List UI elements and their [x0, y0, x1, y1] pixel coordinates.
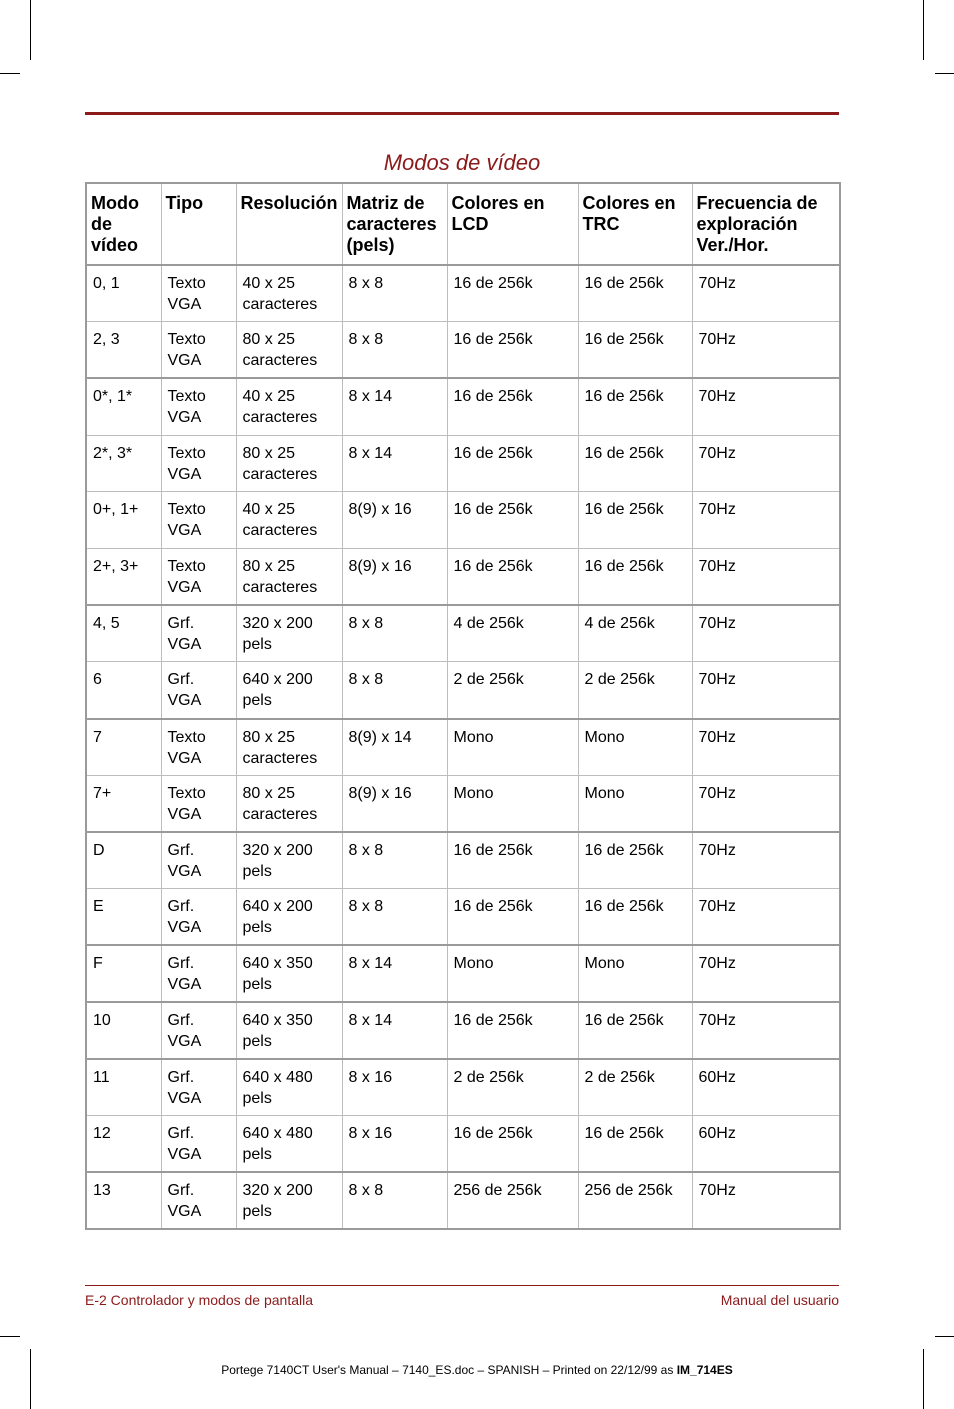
table-cell: 8 x 8 [342, 662, 447, 719]
table-cell: Mono [578, 945, 692, 1002]
print-info [0, 1363, 954, 1377]
table-cell: 4, 5 [86, 605, 161, 662]
table-cell: 80 x 25 caracteres [236, 322, 342, 379]
table-cell: 640 x 480 pels [236, 1115, 342, 1172]
table-cell: 640 x 480 pels [236, 1059, 342, 1116]
table-cell: 70Hz [692, 1172, 840, 1229]
table-cell: 16 de 256k [578, 435, 692, 492]
table-cell: 8 x 16 [342, 1059, 447, 1116]
table-cell: 12 [86, 1115, 161, 1172]
column-header: Modo de vídeo [86, 183, 161, 265]
table-row [86, 719, 840, 776]
table-cell: 640 x 200 pels [236, 662, 342, 719]
table-cell: 16 de 256k [578, 492, 692, 549]
table-cell: 8(9) x 16 [342, 775, 447, 832]
column-header: Colores en TRC [578, 183, 692, 265]
table-row [86, 265, 840, 322]
table-cell: Texto VGA [161, 265, 236, 322]
table-cell: 13 [86, 1172, 161, 1229]
table-row [86, 492, 840, 549]
table-cell: 70Hz [692, 719, 840, 776]
table-cell: 2, 3 [86, 322, 161, 379]
table-cell: 70Hz [692, 548, 840, 605]
table-cell: 70Hz [692, 322, 840, 379]
table-cell: 16 de 256k [447, 1002, 578, 1059]
table-cell: Texto VGA [161, 492, 236, 549]
table-cell: 320 x 200 pels [236, 605, 342, 662]
table-cell: 2 de 256k [447, 662, 578, 719]
table-cell: 16 de 256k [447, 322, 578, 379]
table-cell: 80 x 25 caracteres [236, 435, 342, 492]
table-cell: 8 x 8 [342, 889, 447, 946]
table-cell: Grf. VGA [161, 662, 236, 719]
crop-mark [30, 0, 31, 60]
table-cell: 16 de 256k [578, 832, 692, 889]
table-cell: 2 de 256k [447, 1059, 578, 1116]
column-header: Tipo [161, 183, 236, 265]
crop-mark [935, 1336, 954, 1337]
table-row [86, 322, 840, 379]
table-cell: Grf. VGA [161, 832, 236, 889]
table-row [86, 1002, 840, 1059]
table-cell: 320 x 200 pels [236, 832, 342, 889]
table-cell: 8 x 8 [342, 605, 447, 662]
table-cell: 10 [86, 1002, 161, 1059]
table-cell: 16 de 256k [447, 548, 578, 605]
table-row [86, 548, 840, 605]
table-cell: 16 de 256k [447, 265, 578, 322]
table-cell: 16 de 256k [447, 492, 578, 549]
table-cell: 70Hz [692, 435, 840, 492]
table-cell: 70Hz [692, 378, 840, 435]
table-cell: 7+ [86, 775, 161, 832]
table-cell: 256 de 256k [447, 1172, 578, 1229]
table-cell: 8 x 8 [342, 1172, 447, 1229]
table-row [86, 1115, 840, 1172]
page-title: Modos de vídeo [383, 150, 541, 175]
table-cell: 16 de 256k [447, 889, 578, 946]
header-rule [85, 112, 839, 115]
table-cell: D [86, 832, 161, 889]
table-cell: 70Hz [692, 662, 840, 719]
table-cell: 8 x 8 [342, 832, 447, 889]
table-cell: Texto VGA [161, 719, 236, 776]
table-cell: 70Hz [692, 945, 840, 1002]
crop-mark [0, 73, 20, 74]
table-cell: 8(9) x 14 [342, 719, 447, 776]
table-header-row [86, 183, 840, 265]
table-body [86, 265, 840, 1229]
table-cell: 0, 1 [86, 265, 161, 322]
table-cell: 70Hz [692, 832, 840, 889]
table-cell: 80 x 25 caracteres [236, 548, 342, 605]
crop-mark [30, 1349, 31, 1409]
table-cell: Grf. VGA [161, 945, 236, 1002]
table-cell: 256 de 256k [578, 1172, 692, 1229]
footer-chapter: E-2 Controlador y modos de pantalla [85, 1292, 314, 1308]
table-cell: Mono [447, 719, 578, 776]
table-cell: 2*, 3* [86, 435, 161, 492]
table-row [86, 1059, 840, 1116]
column-header: Matriz de caracteres (pels) [342, 183, 447, 265]
crop-mark [935, 73, 954, 74]
table-cell: 2 de 256k [578, 662, 692, 719]
table-cell: Mono [578, 719, 692, 776]
table-cell: 70Hz [692, 265, 840, 322]
table-cell: 16 de 256k [578, 889, 692, 946]
table-cell: 8 x 14 [342, 1002, 447, 1059]
table-cell: Texto VGA [161, 435, 236, 492]
table-cell: 8 x 8 [342, 265, 447, 322]
table-cell: 16 de 256k [447, 435, 578, 492]
column-header: Colores en LCD [447, 183, 578, 265]
table-cell: Texto VGA [161, 775, 236, 832]
table-cell: 16 de 256k [578, 265, 692, 322]
table-cell: 8 x 14 [342, 435, 447, 492]
table-cell: 16 de 256k [578, 548, 692, 605]
table-row [86, 435, 840, 492]
table-cell: 40 x 25 caracteres [236, 492, 342, 549]
print-info-text: Portege 7140CT User's Manual – 7140_ES.doc – SPANISH – Printed on 22/12/99 as [221, 1363, 677, 1377]
table-cell: Texto VGA [161, 548, 236, 605]
table-cell: 40 x 25 caracteres [236, 378, 342, 435]
table-cell: 8 x 14 [342, 378, 447, 435]
table-cell: Mono [447, 775, 578, 832]
table-cell: 11 [86, 1059, 161, 1116]
table-cell: 16 de 256k [578, 322, 692, 379]
table-cell: 16 de 256k [578, 1115, 692, 1172]
table-cell: Texto VGA [161, 322, 236, 379]
table-row [86, 832, 840, 889]
table-cell: 2 de 256k [578, 1059, 692, 1116]
column-header: Frecuencia de exploración Ver./Hor. [692, 183, 840, 265]
table-cell: 16 de 256k [447, 832, 578, 889]
table-cell: 7 [86, 719, 161, 776]
table-cell: 16 de 256k [578, 1002, 692, 1059]
table-cell: 8(9) x 16 [342, 548, 447, 605]
table-row [86, 662, 840, 719]
table-cell: Grf. VGA [161, 1115, 236, 1172]
table-cell: Texto VGA [161, 378, 236, 435]
table-cell: 70Hz [692, 889, 840, 946]
table-cell: 8 x 14 [342, 945, 447, 1002]
table-cell: 8 x 8 [342, 322, 447, 379]
video-modes-table [85, 182, 841, 1230]
table-cell: Mono [447, 945, 578, 1002]
print-code: IM_714ES [676, 1363, 733, 1377]
table-cell: 0*, 1* [86, 378, 161, 435]
table-cell: 640 x 350 pels [236, 1002, 342, 1059]
table-cell: E [86, 889, 161, 946]
table-row [86, 1172, 840, 1229]
column-header: Resolución [236, 183, 342, 265]
table-cell: Grf. VGA [161, 605, 236, 662]
table-cell: 70Hz [692, 775, 840, 832]
table-cell: 640 x 350 pels [236, 945, 342, 1002]
table-row [86, 775, 840, 832]
table-cell: 70Hz [692, 492, 840, 549]
table-cell: 640 x 200 pels [236, 889, 342, 946]
footer-rule [85, 1285, 839, 1286]
table-cell: 16 de 256k [447, 1115, 578, 1172]
table-cell: 8 x 16 [342, 1115, 447, 1172]
table-cell: 320 x 200 pels [236, 1172, 342, 1229]
table-cell: 80 x 25 caracteres [236, 719, 342, 776]
table-cell: 60Hz [692, 1115, 840, 1172]
table-cell: Grf. VGA [161, 1059, 236, 1116]
table-cell: 80 x 25 caracteres [236, 775, 342, 832]
table-cell: Grf. VGA [161, 889, 236, 946]
footer-manual-name: Manual del usuario [720, 1292, 839, 1308]
crop-mark [923, 1349, 924, 1409]
table-cell: 2+, 3+ [86, 548, 161, 605]
table-cell: 16 de 256k [578, 378, 692, 435]
table-cell: 4 de 256k [578, 605, 692, 662]
table-cell: 40 x 25 caracteres [236, 265, 342, 322]
table-cell: 60Hz [692, 1059, 840, 1116]
table-cell: 6 [86, 662, 161, 719]
table-row [86, 889, 840, 946]
table-cell: Grf. VGA [161, 1002, 236, 1059]
table-cell: 70Hz [692, 605, 840, 662]
table-cell: 16 de 256k [447, 378, 578, 435]
table-cell: 0+, 1+ [86, 492, 161, 549]
table-row [86, 605, 840, 662]
table-row [86, 378, 840, 435]
table-cell: 4 de 256k [447, 605, 578, 662]
table-cell: 8(9) x 16 [342, 492, 447, 549]
crop-mark [923, 0, 924, 60]
table-cell: Grf. VGA [161, 1172, 236, 1229]
table-cell: 70Hz [692, 1002, 840, 1059]
crop-mark [0, 1336, 20, 1337]
table-row [86, 945, 840, 1002]
table-cell: F [86, 945, 161, 1002]
table-cell: Mono [578, 775, 692, 832]
